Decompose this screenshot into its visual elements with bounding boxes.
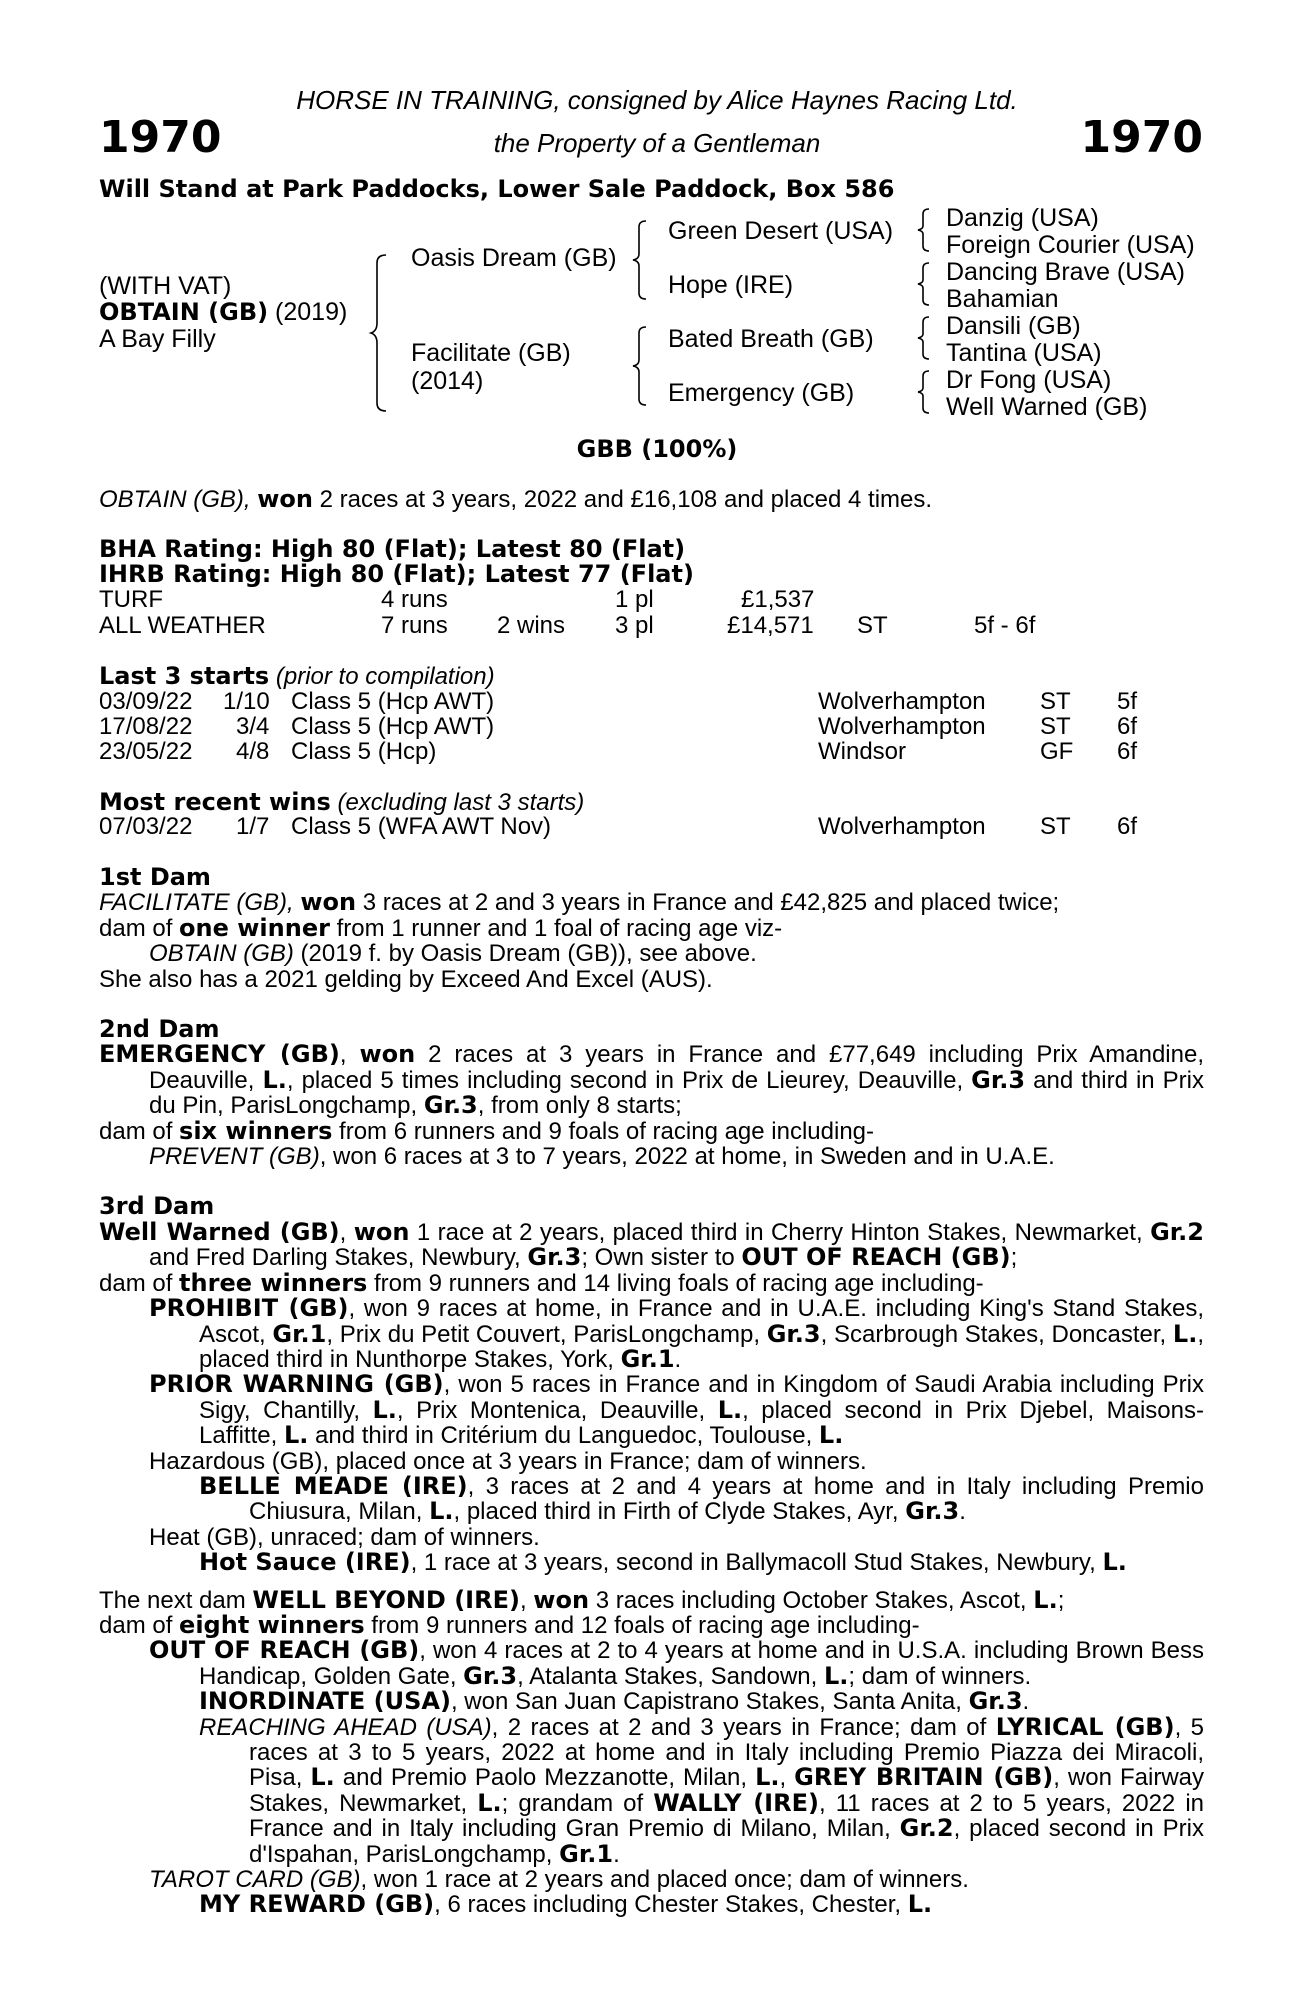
- text: and third in Prix du Pin, ParisLongchamp,: [149, 1066, 1204, 1120]
- start-going: ST: [1040, 713, 1071, 740]
- text: .: [1022, 1688, 1030, 1716]
- text: ; grandam of: [501, 1789, 654, 1817]
- last3-heading: [99, 664, 495, 689]
- summary-name: OBTAIN (GB),: [99, 486, 251, 513]
- winner-count: six winners: [179, 1116, 333, 1145]
- offspring-hazardous: Hazardous (GB), placed once at 3 years in France; dam of winners.: [149, 1447, 867, 1475]
- start-race: Class 5 (Hcp): [291, 738, 437, 765]
- grade-label: L.: [372, 1395, 397, 1424]
- start-distance: 5f: [1117, 688, 1138, 715]
- recent-pos: 1/7: [236, 813, 270, 840]
- text: dam of: [99, 914, 180, 942]
- recent-course: Wolverhampton: [818, 813, 986, 840]
- grade-label: Gr.1: [620, 1344, 675, 1373]
- grade-label: L.: [1102, 1548, 1127, 1577]
- start-date: 17/08/22: [99, 713, 193, 740]
- grade-label: L.: [717, 1395, 743, 1424]
- consignor-line: HORSE IN TRAINING, consigned by Alice Haynes Racing Ltd.: [296, 85, 1018, 115]
- text: , won 9 races at home, in France and in U.A.E. including King's Stand Stakes, Ascot,: [199, 1295, 1204, 1348]
- horse-description: A Bay Filly: [99, 325, 216, 353]
- offspring-name: PREVENT (GB): [149, 1143, 320, 1171]
- offspring-name: PRIOR WARNING (GB): [149, 1370, 444, 1399]
- grade-label: L.: [1033, 1585, 1058, 1614]
- gen3-ancestor: Well Warned (GB): [946, 393, 1148, 421]
- summary-text: 2 races at 3 years, 2022 and £16,108 and placed 4 times.: [312, 486, 933, 513]
- text: and third in Critérium du Languedoc, Toulouse,: [308, 1422, 819, 1450]
- gen3-ancestor: Danzig (USA): [946, 204, 1099, 232]
- record-placed: 1 pl: [615, 586, 654, 613]
- text: , Atalanta Stakes, Sandown,: [517, 1662, 824, 1690]
- text: ;: [1057, 1586, 1065, 1614]
- start-row: [0, 715, 1314, 740]
- text: from 9 runners and 14 living foals of racing age including-: [367, 1269, 984, 1297]
- gen3-ancestor: Dr Fong (USA): [946, 366, 1112, 394]
- offspring-name: PROHIBIT (GB): [149, 1294, 349, 1323]
- grade-label: Gr.2: [1150, 1217, 1204, 1246]
- won-label: won: [353, 1217, 410, 1246]
- start-course: Wolverhampton: [818, 688, 986, 715]
- offspring-name: TAROT CARD (GB): [149, 1866, 361, 1894]
- offspring-name: BELLE MEADE (IRE): [199, 1471, 468, 1500]
- grade-label: L.: [907, 1890, 933, 1919]
- record-distance: 5f - 6f: [974, 612, 1036, 639]
- text: , placed second in Prix d'Ispahan, ParisLongchamp,: [249, 1815, 1205, 1868]
- dam2-para: [99, 1042, 1204, 1118]
- text: 2 races at 3 years in France and £77,649 including Prix Amandine, Deauville,: [149, 1041, 1204, 1094]
- last3-note: (prior to compilation): [275, 663, 495, 690]
- start-pos: 4/8: [236, 738, 270, 765]
- text: and Premio Paolo Mezzanotte, Milan,: [334, 1764, 756, 1792]
- start-pos: 1/10: [223, 688, 270, 715]
- offspring-name: OUT OF REACH (GB): [149, 1636, 420, 1665]
- dam1-name: FACILITATE (GB),: [99, 889, 294, 917]
- record-surface: ALL WEATHER: [99, 612, 266, 639]
- start-course: Wolverhampton: [818, 713, 986, 740]
- text: , Prix Montenica, Deauville,: [396, 1396, 718, 1424]
- dam-dam: Emergency (GB): [668, 379, 855, 407]
- text: from 9 runners and 12 foals of racing age including-: [364, 1611, 920, 1639]
- nextdam-produce: [99, 1610, 1204, 1639]
- text: from 1 runner and 1 foal of racing age viz-: [329, 914, 783, 942]
- last3-title: Last 3 starts: [99, 662, 270, 690]
- record-runs: 4 runs: [381, 586, 448, 613]
- offspring-name: INORDINATE (USA): [199, 1687, 451, 1716]
- gen3-ancestor: Dancing Brave (USA): [946, 258, 1185, 286]
- start-date: 03/09/22: [99, 688, 193, 715]
- grade-label: Gr.2: [899, 1814, 954, 1843]
- dam2-offspring: [99, 1144, 1204, 1169]
- race-summary: [99, 487, 932, 512]
- text: , won San Juan Capistrano Stakes, Santa Anita,: [450, 1688, 969, 1716]
- start-going: ST: [1040, 688, 1071, 715]
- grade-label: Gr.3: [766, 1319, 821, 1348]
- pedigree-bracket-g3-2: [918, 261, 932, 307]
- grade-label: L.: [429, 1497, 454, 1526]
- offspring-hot-sauce: [99, 1550, 1204, 1575]
- dam1-line1: [99, 890, 1204, 915]
- grade-label: L.: [310, 1763, 335, 1792]
- start-race: Class 5 (Hcp AWT): [291, 713, 495, 740]
- offspring-name: Hot Sauce (IRE): [199, 1548, 411, 1577]
- record-placed: 3 pl: [615, 612, 654, 639]
- horse-title: [99, 300, 347, 325]
- bha-rating: BHA Rating: High 80 (Flat); Latest 80 (Flat): [99, 535, 686, 563]
- dam1-record: 3 races at 2 and 3 years in France and £42,825 and placed twice;: [356, 889, 1060, 917]
- start-row: [0, 740, 1314, 765]
- start-distance: 6f: [1117, 738, 1138, 765]
- offspring-my-reward: [99, 1892, 1204, 1917]
- grade-label: Gr.1: [272, 1319, 327, 1348]
- relative-name: LYRICAL (GB): [995, 1712, 1175, 1741]
- nextdam-line1: [99, 1585, 1204, 1614]
- dam2-produce: [99, 1116, 1204, 1145]
- pedigree-bracket-dam: [633, 325, 653, 407]
- winner-count: one winner: [179, 913, 330, 942]
- recent-title: Most recent wins: [99, 788, 331, 816]
- breeding-percentage: GBB (100%): [576, 435, 738, 463]
- sire-dam: Hope (IRE): [668, 271, 794, 299]
- text: dam of: [99, 1269, 180, 1297]
- relative-name: OUT OF REACH (GB): [741, 1243, 1011, 1272]
- dam-year: (2014): [411, 367, 484, 395]
- record-row-turf: [0, 588, 1314, 613]
- offspring-tarot-card: [99, 1867, 1204, 1892]
- pedigree-bracket-sire: [633, 219, 653, 301]
- text: , from only 8 starts;: [477, 1092, 682, 1120]
- text: ,: [339, 1218, 354, 1246]
- grade-label: L.: [262, 1065, 287, 1094]
- start-course: Windsor: [818, 738, 907, 765]
- offspring-out-of-reach: [149, 1638, 1204, 1689]
- grade-label: L.: [1172, 1319, 1198, 1348]
- lot-number-right: 1970: [1080, 112, 1203, 163]
- gen3-ancestor: Foreign Courier (USA): [946, 231, 1195, 259]
- text: , won Fairway Stakes, Newmarket,: [249, 1764, 1204, 1817]
- dam1-line3: [99, 941, 1204, 966]
- text: , placed third in Firth of Clyde Stakes, Ayr,: [453, 1498, 906, 1526]
- text: .: [613, 1840, 620, 1868]
- dam-name: Facilitate (GB): [411, 339, 571, 367]
- grade-label: Gr.3: [527, 1243, 582, 1272]
- dam3-title: 3rd Dam: [99, 1192, 215, 1221]
- gen3-ancestor: Tantina (USA): [946, 339, 1102, 367]
- record-prize: £14,571: [727, 612, 814, 639]
- lot-number-left: 1970: [99, 112, 222, 163]
- dam3-para: [99, 1217, 1204, 1272]
- record-prize: £1,537: [741, 586, 815, 613]
- text: , 6 races including Chester Stakes, Chester,: [434, 1891, 908, 1919]
- dam-sire: Bated Breath (GB): [668, 325, 874, 353]
- dam2-name: EMERGENCY (GB): [99, 1040, 340, 1069]
- record-runs: 7 runs: [381, 612, 448, 639]
- record-going: ST: [857, 612, 888, 639]
- text: and Fred Darling Stakes, Newbury,: [149, 1244, 528, 1272]
- start-distance: 6f: [1117, 713, 1138, 740]
- start-pos: 3/4: [236, 713, 270, 740]
- text: 1 race at 2 years, placed third in Cherry Hinton Stakes, Newmarket,: [409, 1218, 1151, 1246]
- text: , 11 races at 2 to 5 years, 2022 in France and in Italy including Gran Premio di Milano, Milan,: [249, 1789, 1205, 1843]
- text: , placed second in Prix Djebel, Maisons-Laffitte,: [199, 1396, 1204, 1450]
- text: ,: [519, 1586, 534, 1614]
- offspring-reaching-ahead: [99, 1712, 1205, 1868]
- grade-label: Gr.3: [905, 1497, 960, 1526]
- nextdam-name: WELL BEYOND (IRE): [252, 1585, 520, 1614]
- text: , Prix du Petit Couvert, ParisLongchamp,: [326, 1320, 767, 1348]
- grade-label: L.: [477, 1788, 502, 1817]
- text: , 5 races at 3 to 5 years, 2022 at home and in Italy including Premio Piazza dei Miracoli, Pisa,: [249, 1713, 1205, 1792]
- grade-label: Gr.3: [463, 1661, 518, 1690]
- text: , won 6 races at 3 to 7 years, 2022 at home, in Sweden and in U.A.E.: [319, 1143, 1055, 1171]
- start-race: Class 5 (Hcp AWT): [291, 688, 495, 715]
- offspring-heat: Heat (GB), unraced; dam of winners.: [149, 1523, 540, 1551]
- offspring-name: OBTAIN (GB): [149, 940, 294, 968]
- offspring-name: REACHING AHEAD (USA): [199, 1713, 492, 1741]
- ihrb-rating: IHRB Rating: High 80 (Flat); Latest 77 (Flat): [99, 560, 694, 588]
- text: , won 5 races in France and in Kingdom of Saudi Arabia including Prix Sigy, Chantilly,: [199, 1371, 1204, 1424]
- record-row-aw: [0, 614, 1314, 639]
- text: , Scarbrough Stakes, Doncaster,: [820, 1320, 1173, 1348]
- family-section: [99, 865, 1204, 1918]
- start-date: 23/05/22: [99, 738, 193, 765]
- text: ;: [1010, 1244, 1018, 1272]
- pedigree-bracket-main: [372, 253, 392, 413]
- text: , placed 5 times including second in Prix de Lieurey, Deauville,: [286, 1066, 972, 1094]
- property-line: the Property of a Gentleman: [493, 128, 821, 158]
- record-surface: TURF: [99, 586, 163, 613]
- winner-count: eight winners: [179, 1610, 365, 1639]
- relative-name: GREY BRITAIN (GB): [794, 1763, 1054, 1792]
- text: , 1 race at 3 years, second in Ballymacoll Stud Stakes, Newbury,: [410, 1549, 1103, 1577]
- dam1-title: 1st Dam: [99, 863, 211, 891]
- offspring-belle-meade: [99, 1471, 1204, 1526]
- text: , 3 races at 2 and 4 years at home and in Italy including Premio Chiusura, Milan,: [249, 1472, 1204, 1526]
- gen3-ancestor: Dansili (GB): [946, 312, 1081, 340]
- vat-label: (WITH VAT): [99, 272, 232, 300]
- text: ; dam of winners.: [848, 1662, 1032, 1690]
- relative-name: WALLY (IRE): [653, 1788, 819, 1817]
- text: dam of: [99, 1117, 180, 1145]
- recent-note: (excluding last 3 starts): [337, 789, 585, 816]
- text: ,: [339, 1041, 360, 1069]
- offspring-inordinate: [99, 1689, 1204, 1714]
- offspring-prohibit: [99, 1296, 1204, 1372]
- location-line: Will Stand at Park Paddocks, Lower Sale Paddock, Box 586: [99, 175, 895, 203]
- record-wins: 2 wins: [497, 612, 566, 639]
- won-label: won: [359, 1040, 416, 1069]
- text: ,: [779, 1764, 795, 1792]
- grade-label: Gr.3: [968, 1687, 1023, 1716]
- recent-distance: 6f: [1117, 813, 1138, 840]
- won-label: won: [300, 888, 357, 917]
- text: , won 1 race at 2 years and placed once; dam of winners.: [360, 1866, 969, 1894]
- pedigree-bracket-g3-4: [918, 369, 932, 415]
- pedigree-bracket-g3-3: [918, 315, 932, 361]
- sire-name: Oasis Dream (GB): [411, 244, 617, 272]
- recent-row: [0, 815, 1314, 840]
- start-row: [0, 690, 1314, 715]
- text: (2019 f. by Oasis Dream (GB)), see above.: [293, 940, 757, 968]
- text: , 2 races at 2 and 3 years in France; dam of: [491, 1713, 996, 1741]
- text: , won 4 races at 2 to 4 years at home and in U.S.A. including Brown Bess Handicap, Golden Gate,: [199, 1637, 1204, 1690]
- text: , placed third in Nunthorpe Stakes, York,: [199, 1320, 1205, 1373]
- text: The next dam: [99, 1586, 253, 1614]
- dam3-produce: [99, 1268, 1204, 1297]
- winner-count: three winners: [179, 1268, 368, 1297]
- grade-label: L.: [283, 1421, 309, 1450]
- text: dam of: [99, 1611, 180, 1639]
- pedigree-bracket-g3-1: [918, 207, 932, 253]
- text: from 6 runners and 9 foals of racing age including-: [332, 1117, 875, 1145]
- dam1-line4: She also has a 2021 gelding by Exceed And Excel (AUS).: [99, 965, 713, 993]
- won-label: won: [533, 1585, 590, 1614]
- text: .: [959, 1498, 966, 1526]
- grade-label: L.: [755, 1763, 780, 1792]
- gen3-ancestor: Bahamian: [946, 285, 1059, 313]
- horse-year: (2019): [275, 298, 348, 326]
- dam2-title: 2nd Dam: [99, 1015, 220, 1044]
- text: 3 races including October Stakes, Ascot,: [589, 1586, 1034, 1614]
- recent-heading: [99, 790, 584, 815]
- recent-going: ST: [1040, 813, 1071, 840]
- dam3-name: Well Warned (GB): [99, 1217, 340, 1246]
- grade-label: L.: [823, 1661, 849, 1690]
- grade-label: L.: [818, 1421, 844, 1450]
- text: .: [674, 1345, 682, 1373]
- grade-label: Gr.1: [559, 1839, 614, 1868]
- horse-name: OBTAIN (GB): [99, 298, 269, 326]
- sire-sire: Green Desert (USA): [668, 217, 894, 245]
- summary-won: won: [257, 485, 313, 513]
- start-going: GF: [1040, 738, 1074, 765]
- offspring-name: MY REWARD (GB): [199, 1890, 435, 1919]
- text: ; Own sister to: [581, 1244, 742, 1272]
- grade-label: Gr.3: [971, 1065, 1026, 1094]
- grade-label: Gr.3: [423, 1091, 478, 1120]
- recent-date: 07/03/22: [99, 813, 193, 840]
- recent-race: Class 5 (WFA AWT Nov): [291, 813, 552, 840]
- dam1-line2: [99, 913, 1204, 942]
- offspring-prior-warning: [99, 1372, 1204, 1448]
